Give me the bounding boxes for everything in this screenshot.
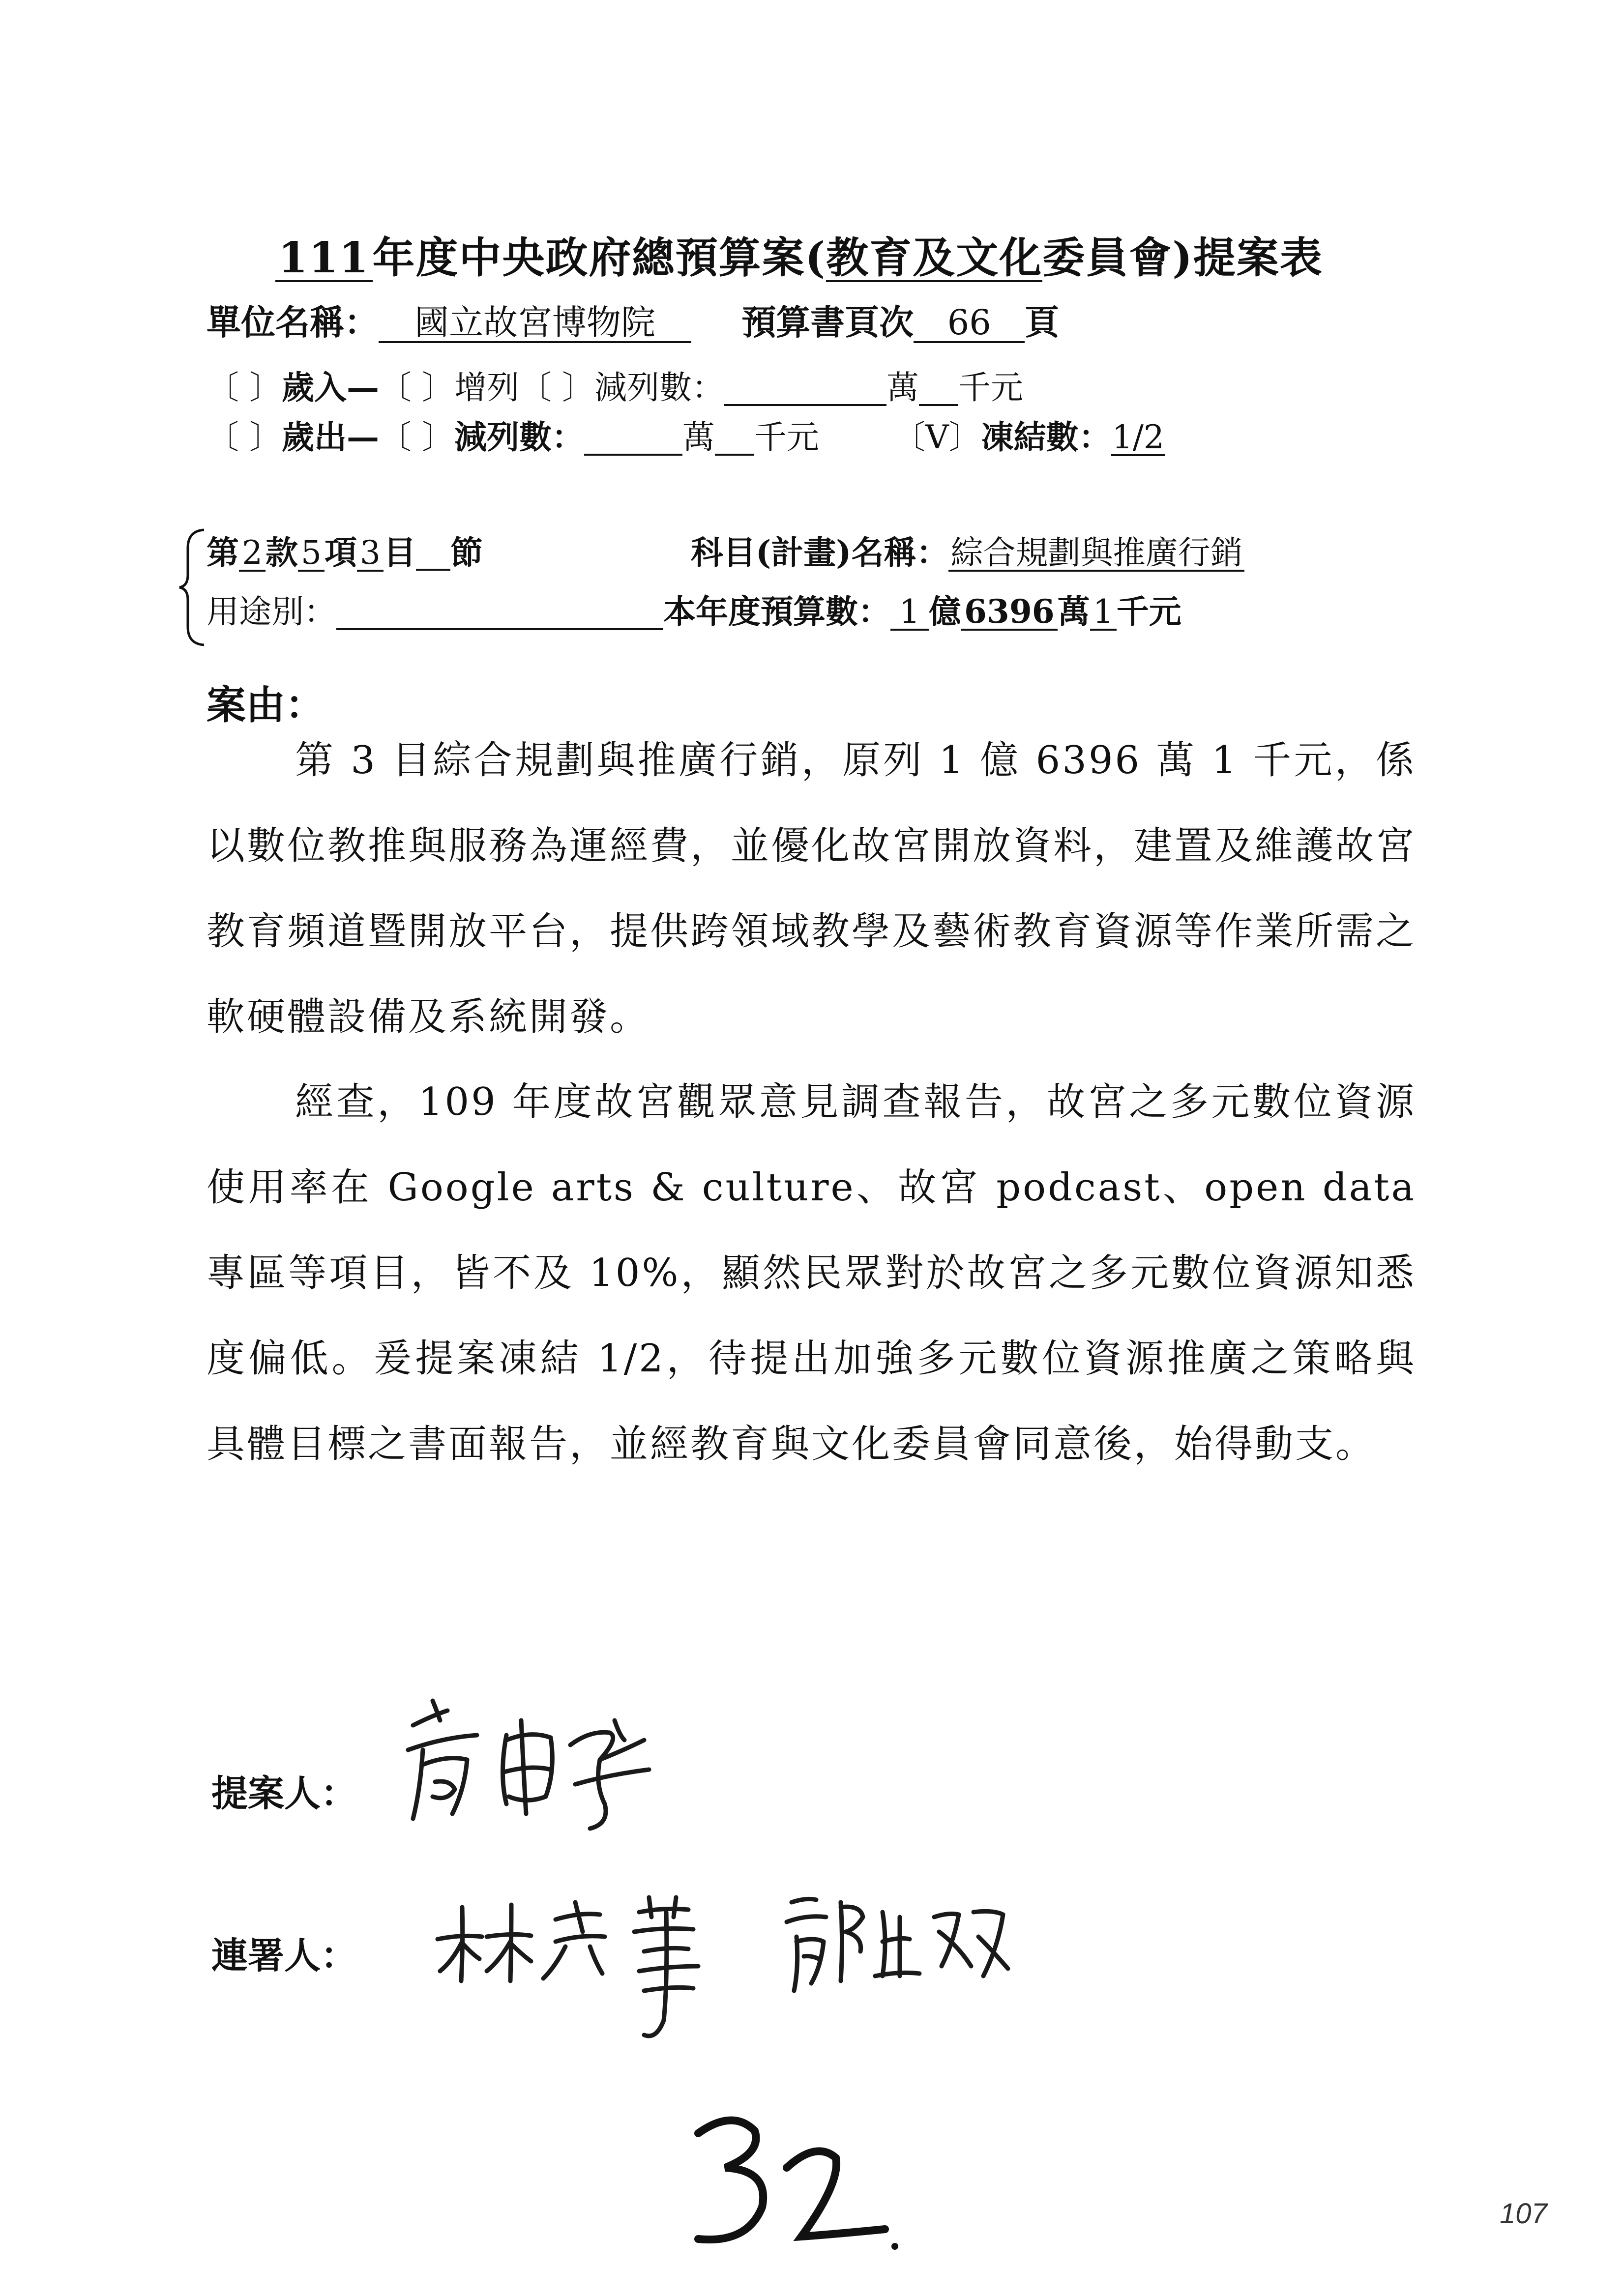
kuan-number: 2 [239, 536, 266, 572]
expense-qian-unit: 千元 [754, 418, 819, 456]
budget-page-label: 預算書頁次 [741, 302, 914, 343]
expense-row [207, 420, 1165, 456]
budget-yi-unit: 億 [929, 592, 961, 631]
budget-label: 本年度預算數： [663, 592, 890, 631]
revenue-qian-blank [919, 372, 958, 406]
title-committee: 教育及文化 [826, 233, 1043, 283]
increase-checkbox: 〔 〕 [379, 369, 454, 407]
page-title [275, 224, 1323, 285]
usage-blank [336, 596, 663, 630]
xiang-label: 項 [325, 533, 357, 572]
handwritten-number-drawing [679, 2099, 924, 2261]
usage-label: 用途別： [207, 593, 336, 631]
subject-value: 綜合規劃與推廣行銷 [948, 536, 1244, 572]
unit-label: 單位名稱： [207, 302, 379, 343]
decrease-checkbox: 〔 〕 [519, 369, 594, 407]
title-year: 111 [275, 236, 373, 282]
revenue-qian-unit: 千元 [958, 369, 1023, 407]
title-text-2: 委員會)提案表 [1042, 233, 1323, 283]
budget-page-value: 66 [914, 305, 1025, 343]
unit-value: 國立故宮博物院 [379, 305, 691, 343]
budget-qian: 1 [1090, 595, 1117, 631]
reason-paragraph-1: 第 3 目綜合規劃與推廣行銷，原列 1 億 6396 萬 1 千元，係以數位教推與服務為運經費，並優化故宮開放資料，建置及維護故宮教育頻道暨開放平台，提供跨領域教學及藝術教育資源等作業所需之軟硬體設備及系統開發。 [207, 738, 1417, 1039]
expense-label: 歲出— [281, 418, 379, 456]
jie-blank [416, 536, 450, 571]
reason-heading: 案由： [207, 682, 325, 728]
increase-label: 增列 [454, 369, 519, 407]
item-brace [177, 526, 207, 649]
revenue-checkbox: 〔 〕 [207, 369, 282, 407]
title-text-1: 年度中央政府總預算案( [372, 233, 827, 283]
unit-row [207, 302, 1060, 343]
proposer-label: 提案人： [211, 1773, 357, 1815]
page-mark: 107 [1500, 2198, 1547, 2230]
mu-label: 目 [384, 533, 416, 572]
expense-checkbox: 〔 〕 [207, 418, 282, 456]
expense-wan-blank [584, 421, 682, 456]
freeze-checkbox: 〔V〕 [892, 418, 981, 456]
budget-yi: 1 [890, 595, 929, 631]
item-row [207, 533, 483, 572]
handwritten-number [679, 2099, 924, 2263]
usage-row [207, 592, 1181, 631]
item-di: 第 [207, 533, 239, 572]
expense-decrease-checkbox: 〔 〕 [379, 418, 454, 456]
revenue-wan-blank [724, 372, 886, 406]
freeze-value: 1/2 [1112, 418, 1164, 456]
kuan-label: 款 [266, 533, 298, 572]
budget-qian-unit: 千元 [1116, 592, 1181, 631]
jie-label: 節 [450, 533, 483, 572]
cosigner-signature-2 [777, 1883, 1033, 2010]
revenue-wan-unit: 萬 [886, 369, 919, 407]
decrease-label: 減列數： [594, 369, 724, 407]
subject-row [691, 533, 1244, 572]
expense-wan-unit: 萬 [682, 418, 715, 456]
proposer-signature [393, 1691, 698, 1838]
xiang-number: 5 [298, 536, 325, 572]
subject-label: 科目(計畫)名稱： [691, 533, 949, 572]
cosigner-signature-1 [433, 1892, 777, 2055]
freeze-label: 凍結數： [981, 418, 1111, 456]
revenue-row [207, 368, 1023, 407]
budget-wan-unit: 萬 [1057, 592, 1090, 631]
budget-wan: 6396 [961, 595, 1058, 631]
expense-decrease-label: 減列數： [454, 418, 584, 456]
revenue-label: 歲入— [281, 368, 379, 407]
budget-page-suffix: 頁 [1025, 302, 1060, 343]
mu-number: 3 [357, 536, 384, 572]
expense-qian-blank [715, 421, 754, 456]
cosigner-label: 連署人： [211, 1935, 357, 1977]
reason-paragraph-2: 經查，109 年度故宮觀眾意見調查報告，故宮之多元數位資源使用率在 Google arts & culture、故宮 podcast、open data 專區等項目，皆不及 10%，顯然民眾對於故宮之多元數位資源知悉度偏低。爰提案凍結 1/2，待提出加強多元數位資源推廣之策略與具體目標之書面報告，並經教育與文化委員會同意後，始得動支。 [207, 1080, 1416, 1466]
